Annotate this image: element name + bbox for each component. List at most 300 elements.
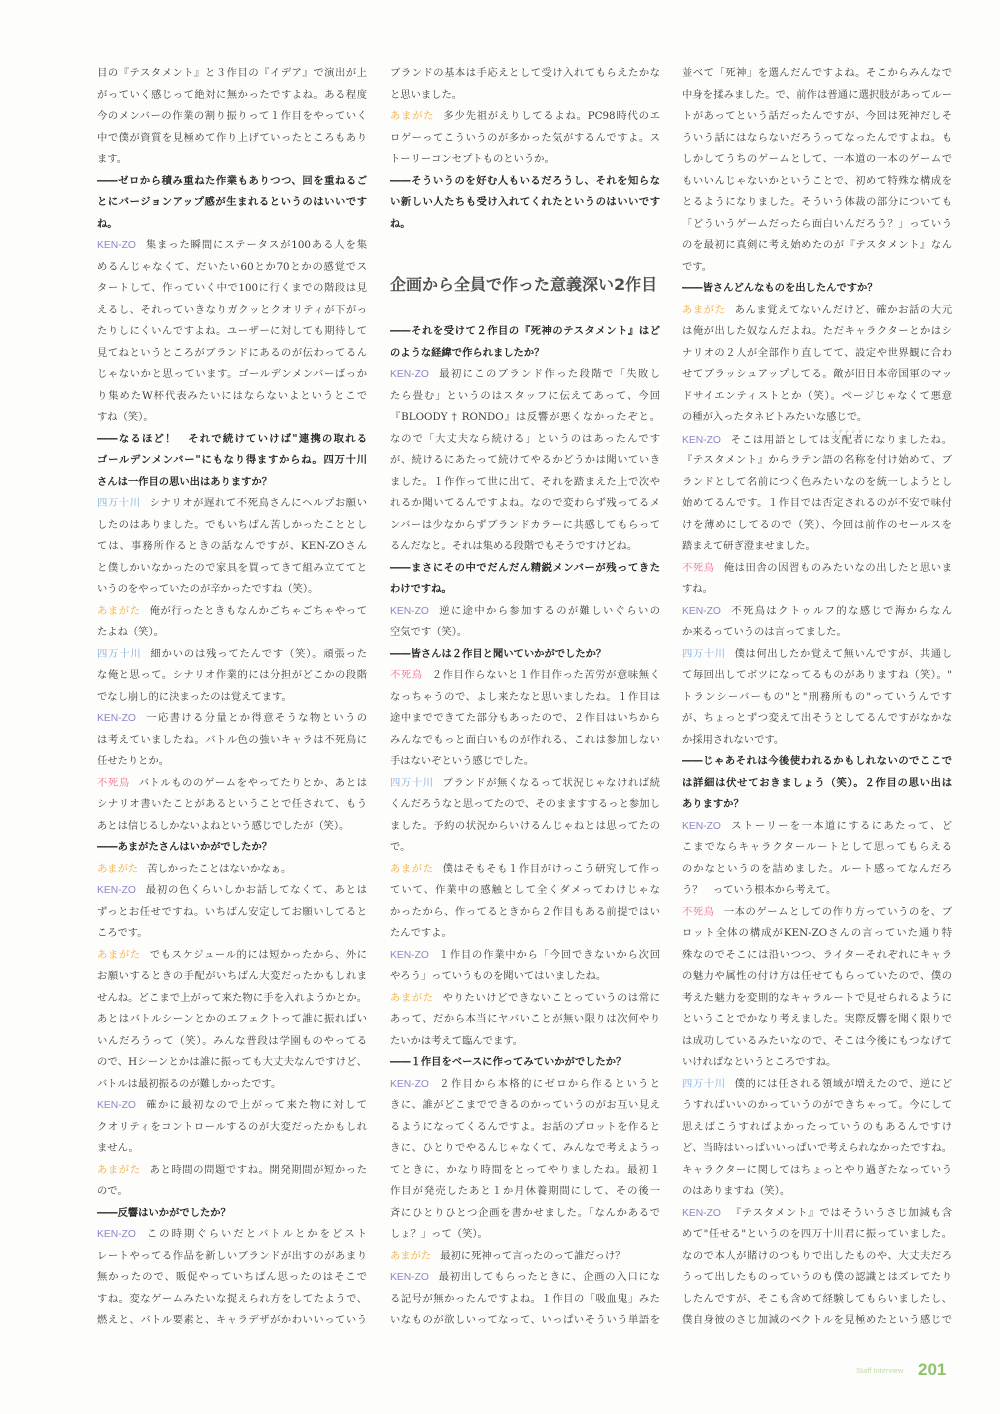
line-text: と思いました。 [390,88,463,101]
line-text: 苦しかったことはないかなぁ。 [147,862,292,875]
line-text: なので「大丈夫なら続ける」というのはあったんです [390,432,660,445]
text-line [390,1138,660,1160]
text-line [390,321,660,343]
speaker-remark [390,364,660,558]
text-line [390,1095,660,1117]
text-line [682,235,952,257]
line-text: で。 [390,841,411,853]
line-text: ドサイエンティストとか（笑）。ページじゃなくて悪意 [682,389,952,402]
text-line [97,988,367,1010]
text-line [390,1052,660,1074]
line-text: たら畳む」というのはスタッフに伝えてあって、今回 [390,389,660,402]
text-line [390,536,660,558]
text-line [97,1246,367,1268]
text-line [97,85,367,107]
line-text: たんですよ。 [390,927,452,939]
line-text: か来るっていうのは言ってました。 [682,626,847,638]
text-line [97,1074,367,1096]
line-text: しかしてうちのゲームとして、一本道の一本のゲームで [682,153,952,165]
speaker-remark [97,1160,367,1203]
line-text: たよね（笑）。 [97,626,164,638]
text-line [682,1117,952,1139]
line-text: のを最初に真剣に考え始めたのが『テスタメント』なん [682,239,952,251]
text-line [390,945,660,967]
speaker-remark [390,773,660,859]
line-text: ゴールデンメンバー"にもなり得ますからね。四万十川 [97,454,367,466]
text-line [682,1052,952,1074]
text-line [97,386,367,408]
line-text: 手はないぞという感じでした。 [390,755,535,767]
line-text: 一本のゲームとしての作り方っていうのを、ブ [723,905,953,918]
line-text: るんだなと。それは集める段階でもそうですけどね。 [390,540,638,552]
text-line [682,988,952,1010]
text-line [682,751,952,773]
interviewer-question [682,278,952,300]
interviewer-question [390,171,660,236]
line-text: ね。 [97,217,118,230]
line-text: あんま覚えてないんだけど、確かお話の大元 [734,303,953,316]
line-text: 集まった瞬間にステータスが100ある人を集 [144,239,367,251]
line-text: 僕はそもそも１作目がけっこう研究して作っ [442,862,661,875]
text-line [682,837,952,859]
line-text: すね。 [682,583,713,595]
speaker-remark [390,665,660,773]
text-line [97,257,367,279]
line-text: やりたいけどできないことっていうのは常に [442,991,661,1004]
line-text: 最初出してもらったときに、企画の入口にな [437,1271,660,1283]
speaker-remark [97,1095,367,1160]
line-text: て毎回出してボツになってるものがありますね（笑）。" [682,669,952,681]
line-text: と僕しかいなかったので家具を買ってきて組み立ててと [97,561,367,574]
speaker-remark [390,601,660,644]
text-line [97,794,367,816]
text-line [97,1138,367,1160]
text-line [682,1138,952,1160]
line-text: ――まさにその中でだんだん精鋭メンバーが残ってきた [390,561,660,574]
line-text: ました。１作作って世に出て、それを踏まえた上で次や [390,475,660,488]
text-line [682,386,952,408]
text-line [390,407,660,429]
line-text: ――ゼロから積み重ねた作業もありつつ、回を重ねるご [97,174,367,187]
speaker-label: あまがた [97,863,139,875]
line-text: ――なるほど！ それで続けていけば"連携の取れる [97,432,367,445]
text-line [390,923,660,945]
interviewer-question [97,837,367,859]
speaker-remark [97,880,367,945]
text-line [682,708,952,730]
line-text: ストーリーを一本道にするにあたって、ど [729,819,952,832]
speaker-label: KEN-ZO [97,1100,136,1111]
text-line [390,1246,660,1268]
speaker-label: 不死鳥 [390,670,423,681]
line-text: ――皆さんは２作目と聞いていかがでしたか？ [390,647,607,660]
speaker-label: KEN-ZO [682,820,721,832]
line-text: 一応書ける分量とか得意そうな物というの [144,712,367,724]
interviewer-question [390,558,660,601]
line-text: のかなというのを詰めました。ルート感ってなんだろ [682,862,952,875]
text-line [97,558,367,580]
line-text: が、ちょっとずつ変えて出そうとしてるんですがなかな [682,712,952,724]
line-text: 空気です（笑）。 [390,626,468,638]
speaker-remark [97,493,367,601]
text-line [97,1095,367,1117]
line-text: ナリオの２人が全部作り直してて、設定や世界観に合わ [682,346,952,359]
line-text: こまでならキャラクタールートとして思ってもらえる [682,841,952,853]
text-line [390,966,660,988]
speaker-remark [682,63,952,278]
text-line [682,1203,952,1225]
speaker-label: あまがた [390,992,434,1004]
text-line [682,192,952,214]
line-text: でなし崩し的に決まったのは覚えてます。 [97,690,292,703]
line-text: 逆に途中から参加するのが難しいぐらいの [437,604,660,617]
speaker-remark [97,708,367,773]
text-line [97,278,367,300]
speaker-remark [682,902,952,1074]
speaker-remark [390,106,660,171]
line-text: バトルは最初振るのが難しかったです。 [97,1077,282,1090]
speaker-remark [97,601,367,644]
speaker-label: あまがた [97,949,141,961]
text-line [390,364,660,386]
text-line [97,1224,367,1246]
text-line [682,816,952,838]
speaker-label: KEN-ZO [97,1229,136,1240]
speaker-remark [97,1224,367,1332]
text-line [682,880,952,902]
text-line [682,364,952,386]
line-text: は成功しているみたいなので、そこは今後にもつなげて [682,1034,952,1047]
page-number: 201 [918,1360,947,1379]
text-line [390,1074,660,1096]
line-text: ということでかなり考えました。実際反響を聞く限りで [682,1013,952,1025]
line-text: る記号が無かったんですよね。１作目の「吸血鬼」みた [390,1292,660,1305]
line-text: １作目の作業中から「今回できないから次回 [437,948,660,961]
line-text: ういう話にはならないだろうってなったんですよね。も [682,131,952,144]
text-line [390,579,660,601]
text-line [97,837,367,859]
section-heading: 企画から全員で作った意義深い2作目 [390,275,658,294]
line-text: でもスケジュール的には短かったから、外に [149,948,368,961]
text-line [390,730,660,752]
text-line [390,816,660,838]
speaker-remark [97,859,367,881]
speaker-remark [97,945,367,1096]
line-text: の魅力や属性の付け方は任せてもらっていたので、僕の [682,970,952,982]
speaker-label: KEN-ZO [682,1207,721,1219]
line-text: めるんじゃなくて、だいたい60とか70とかの感覚でス [97,260,367,273]
line-text: てときに、かなり時間をとってやりましたね。最初１ [390,1163,660,1176]
line-text: たいかは考えて臨んでます。 [390,1034,524,1047]
speaker-label: あまがた [390,1250,432,1262]
line-text: のような経緯で作られましたか？ [390,346,545,359]
line-text: 思えばこうすればよかったっていうのもあるんですけ [682,1120,952,1133]
text-line [97,966,367,988]
speaker-label: KEN-ZO [390,605,429,617]
line-text: がっていく感じって絶対に無かったですよね。ある程度 [97,88,367,101]
speaker-remark [97,773,367,838]
text-line [97,1052,367,1074]
text-line [390,214,660,236]
text-line [682,1181,952,1203]
text-line [682,1246,952,1268]
line-text: は考えていましたね。バトル色の強いキャラは不死鳥に [97,733,367,746]
text-line [97,1310,367,1332]
text-line [97,880,367,902]
line-text: あとはバトルシーンとかのエフェクトって誰に振ればい [97,1013,367,1025]
text-line [97,128,367,150]
text-line [682,923,952,945]
line-text: 『テスタメント』ではそういうさじ加減も含 [729,1206,952,1219]
line-text: 僕的には任される領域が増えたので、逆にど [734,1077,953,1090]
text-line [390,1289,660,1311]
ruby-base: 支配者 [830,433,864,446]
text-line [390,902,660,924]
line-text: やろう」っていうものを聞いてはいましたね。 [390,970,607,982]
text-line [97,343,367,365]
line-text: 最初にこのブランド作った段階で「失敗し [437,368,660,380]
text-line [97,192,367,214]
speaker-label: KEN-ZO [682,434,721,446]
speaker-remark [682,1203,952,1332]
text-line [682,149,952,171]
text-line [682,601,952,623]
line-text: シナリオ書いたことがあるということで任されて、もう [97,798,367,810]
text-line [682,536,952,558]
text-line [682,665,952,687]
line-text: せんね。どこまで上がって来た物に手を入れようかとか。 [97,991,367,1004]
text-line [682,128,952,150]
text-line [97,321,367,343]
line-text: いうのをやっていたのが辛かったですね（笑）。 [97,583,319,595]
line-text: えるし、それっていきなりガクッとクオリティが下がっ [97,303,367,316]
text-line [97,1031,367,1053]
text-line [390,1160,660,1182]
speaker-remark [682,300,952,429]
text-line [97,644,367,666]
line-text: ロット全体の構成がKEN-ZOさんの言っていた通り特 [682,927,952,939]
ruby-reading: レグナント [830,428,864,434]
line-text: か採用されないです。 [682,733,785,746]
line-text: ません。 [97,1142,139,1154]
line-text: い新しい人たちも受け入れてくれたというのはいいです [390,196,660,208]
text-line [390,106,660,128]
line-text: きに、誰がどこまでできるのかっていうのがお互い見え [390,1099,660,1111]
speaker-remark [97,63,367,171]
text-line [682,644,952,666]
line-text: 考えた魅力を変則的なキャラルートで見せられるように [682,991,952,1004]
line-text: いんだろうって（笑）。みんな普段は学園ものやってる [97,1034,367,1047]
text-line [682,773,952,795]
speaker-label: 不死鳥 [97,777,130,789]
text-line [97,1117,367,1139]
text-line [97,579,367,601]
text-line [97,687,367,709]
text-line [390,149,660,171]
speaker-label: あまがた [97,1164,141,1176]
text-line [682,171,952,193]
text-line [97,1289,367,1311]
line-text: もいいんじゃないかということで、初めて特殊な構成を [682,174,952,187]
text-line [97,493,367,515]
line-text: あとは信じるしかないよねという感じでしたが（笑）。 [97,819,350,832]
text-line [97,149,367,171]
speaker-remark [682,1074,952,1203]
column-right [682,63,952,1332]
speaker-label: KEN-ZO [390,1272,429,1283]
line-text: ので。 [97,1185,128,1197]
text-line [97,364,367,386]
text-line [97,601,367,623]
line-text: 中で僕が資質を見極めて作り上げていったところもあり [97,131,367,144]
line-text: ありますか？ [682,798,744,810]
line-text: ので、Hシーンとかは誰に振っても大丈夫なんですけど、 [97,1056,367,1068]
speaker-label: 四万十川 [682,1078,726,1090]
line-text: さんは一作目の思い出はありますか？ [97,475,273,488]
line-text: わけですね。 [390,583,452,595]
speaker-label: KEN-ZO [97,713,136,724]
ruby-term [830,428,864,446]
text-line [682,321,952,343]
text-line [390,880,660,902]
line-text: は詳細は伏せておきましょう（笑）。２作目の思い出は [682,776,952,789]
text-line [97,902,367,924]
text-line [682,1160,952,1182]
speaker-label: KEN-ZO [390,1078,429,1090]
line-text: 見てねというところがブランドにあるのが伝わってるん [97,346,367,359]
line-text: なので本人が賭けのつもりで出したものや、大丈夫だろ [682,1249,952,1262]
text-line [682,106,952,128]
line-text: 任せたりとか。 [97,755,170,767]
text-line [97,708,367,730]
text-line [97,106,367,128]
line-text: みんなでもっと面白いものが作れる、これは参加しない [390,733,660,746]
text-line [390,601,660,623]
text-line [97,171,367,193]
text-line [97,923,367,945]
speaker-label: KEN-ZO [97,885,136,896]
line-text: くんだろうなと思ってたので、そのまますするっと参加し [390,798,660,810]
line-text: 並べて「死神」を選んだんですよね。そこからみんなで [682,67,952,79]
line-text: 踏まえて研ぎ澄ませました。 [682,540,816,552]
interviewer-question [97,171,367,236]
text-line [390,1310,660,1332]
line-text: ――それを受けて２作目の『死神のテスタメント』はど [390,325,660,337]
text-line [390,558,660,580]
speaker-label: 四万十川 [682,648,726,660]
line-text: したんですが、そこも含めて経験してもらいましたし、 [682,1292,952,1305]
speaker-label: あまがた [682,304,726,316]
speaker-remark [390,1074,660,1246]
line-text: ど、当時はいっぱいいっぱいで考えられなかったですね。 [682,1142,952,1154]
line-text: ２作目から本格的にゼロから作るというと [437,1077,660,1090]
line-text: トがあってという話だったんですが、今回は死神だしそ [682,110,952,122]
text-line [390,1009,660,1031]
line-text: お願いするときの手配がいちばん大変だったかもしれま [97,970,367,982]
text-line [97,300,367,322]
text-line [390,128,660,150]
line-text: が、続けるにあたって続けてやるかどうかは聞いていき [390,454,660,466]
line-text: ていて、作業中の感触として全くダメってわけじゃな [390,884,660,896]
text-line [97,1267,367,1289]
text-line [97,450,367,472]
line-text: ――そういうのを好む人もいるだろうし、それを知らな [390,174,660,187]
text-line [390,493,660,515]
text-line [97,859,367,881]
text-line [682,1074,952,1096]
text-line [97,235,367,257]
line-text: けを薄めにしてるので（笑）、今回は前作のセールスを [682,518,952,531]
line-text: したのはありました。でもいちばん苦しかったこととし [97,518,367,531]
speaker-label: KEN-ZO [682,605,721,617]
text-line [682,450,952,472]
text-line [97,407,367,429]
line-text: いければなというところですね。 [682,1056,837,1068]
line-text: うすればいいのかっていうのができちゃって。今にして [682,1099,952,1111]
text-line [390,773,660,795]
speaker-remark [390,945,660,988]
text-line [390,687,660,709]
text-line [682,622,952,644]
speaker-remark [390,1246,660,1268]
speaker-remark [682,558,952,601]
text-line [682,1310,952,1332]
speaker-label: KEN-ZO [390,369,429,380]
text-line [682,257,952,279]
speaker-label: 四万十川 [97,498,141,509]
line-text: 確かに最初なので上がって来た物に対して [144,1099,367,1111]
text-line [97,730,367,752]
line-text: この時期ぐらいだとバトルとかをどスト [144,1228,367,1240]
speaker-label: KEN-ZO [97,240,136,251]
speaker-label: あまがた [390,111,435,122]
line-text: 「どういうゲームだったら面白いんだろう？」っていう [682,217,952,230]
text-line [97,515,367,537]
text-line [390,708,660,730]
line-text: あって、だから本当にヤバいことが無い限りは次何やり [390,1013,660,1025]
text-line [390,63,660,85]
line-text: ――皆さんどんなものを出したんですか？ [682,282,878,294]
text-line [390,85,660,107]
text-line [390,472,660,494]
line-text: めて"任せる"というのを四万十川君に振っていました。 [682,1228,952,1240]
line-text: せてブラッシュアップしてる。敵が旧日本帝国軍のマッ [682,368,952,380]
footer-section-label: Staff Interview [856,1366,904,1375]
line-text: 『BLOODY † RONDO』は反響が悪くなかったぞと。 [390,411,660,423]
interviewer-question [390,321,660,364]
text-line [682,493,952,515]
line-text: 作目が発売したあと１か月休養期間にして、その後一 [390,1185,660,1197]
line-text: すね（笑）。 [97,411,154,423]
text-line [682,558,952,580]
column-left [97,63,367,1332]
line-text: 多少先祖がえりしてるよね。PC98時代のエ [443,110,660,122]
line-text: キャラクターに関してはちょっとやり過ぎたなっていう [682,1163,952,1176]
text-line [97,472,367,494]
text-line [390,622,660,644]
speaker-remark [97,644,367,709]
text-line [97,622,367,644]
line-text: 細かいのは残ってたんです（笑）。頑張った [150,647,367,660]
text-line [682,966,952,988]
line-text: 斉にひとりひとつ企画を書かせました。「なんかあるで [390,1206,660,1219]
text-line [390,644,660,666]
line-text: 殊なのでそこには沿いつつ、ライターそれぞれにキャラ [682,948,952,961]
speaker-remark [390,859,660,945]
text-line [97,536,367,558]
text-line [97,665,367,687]
line-text: は俺が出した奴なんだよね。ただキャラクターとかはシ [682,325,952,337]
